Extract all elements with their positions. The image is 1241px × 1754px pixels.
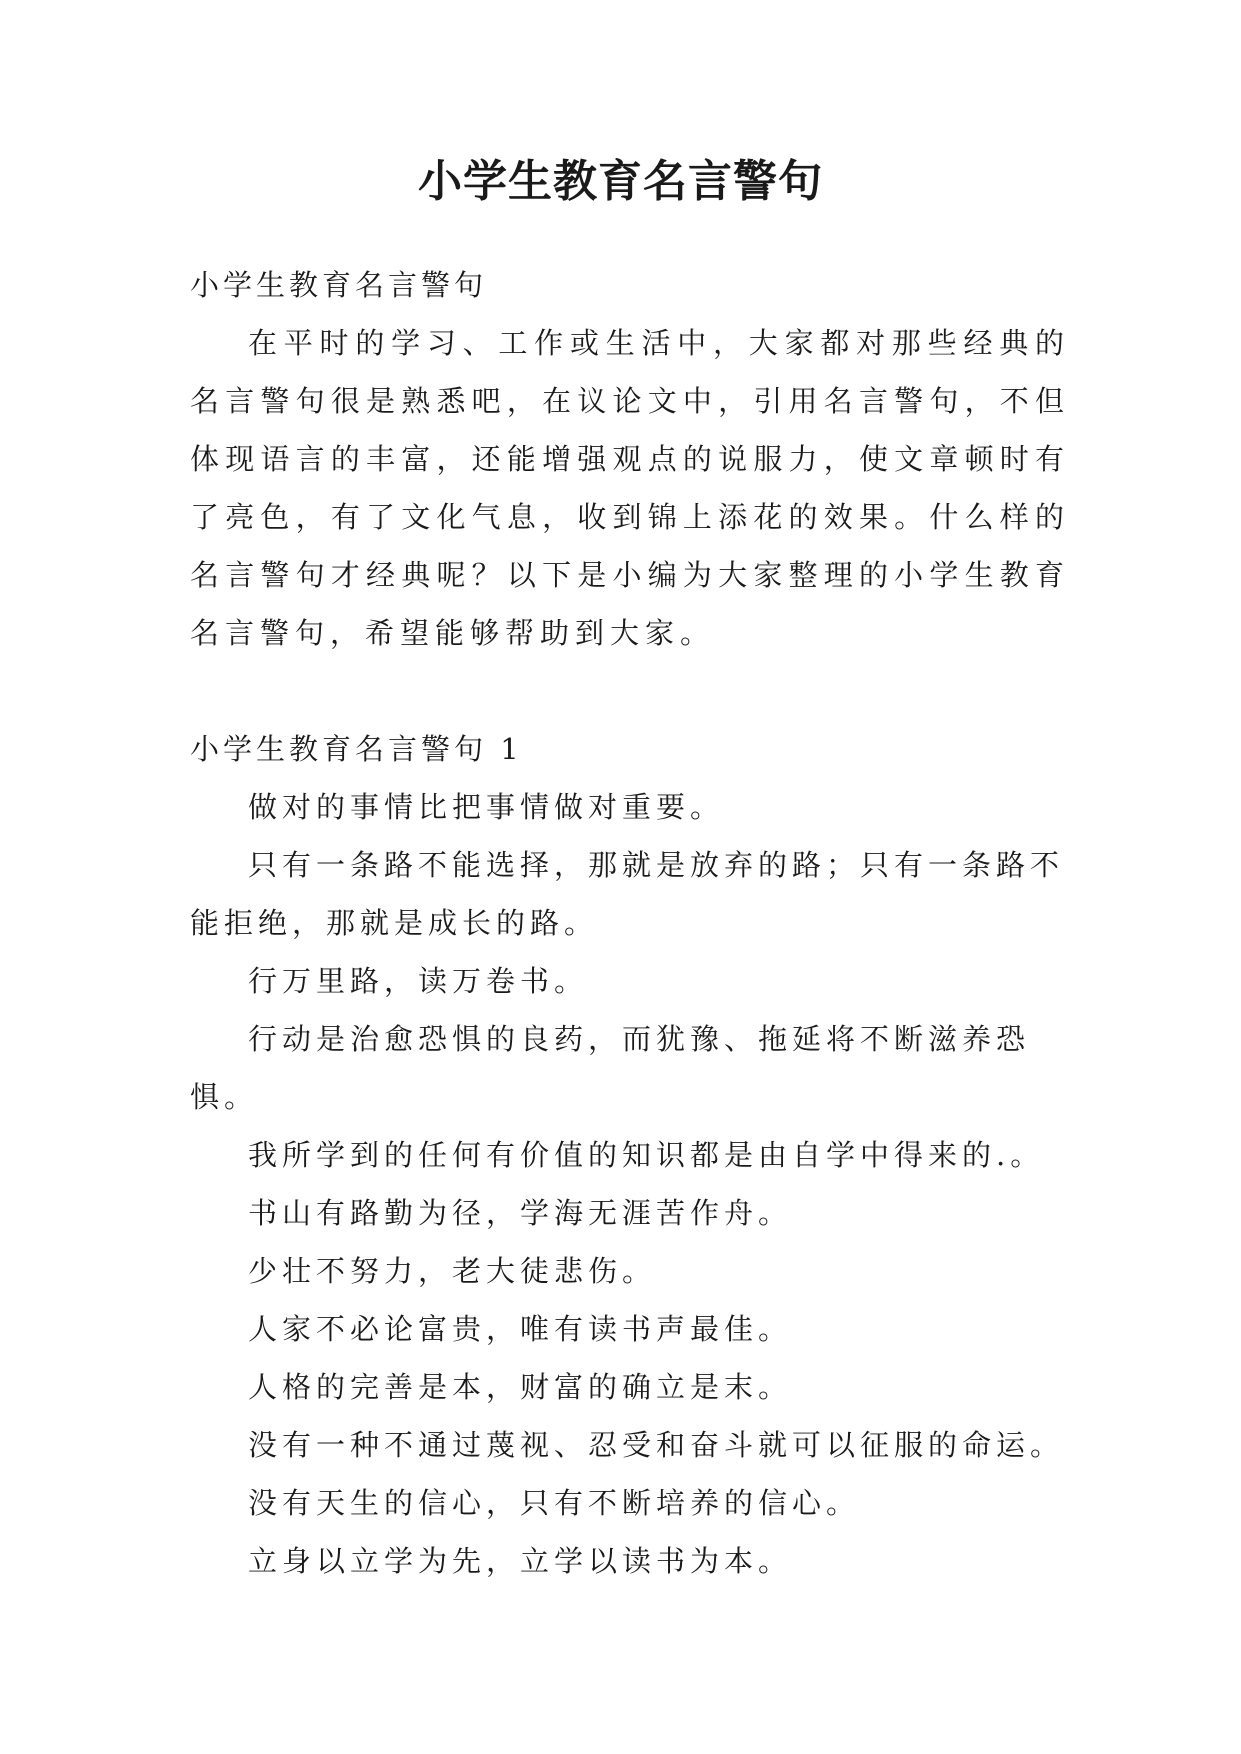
quote-item: 行动是治愈恐惧的良药，而犹豫、拖延将不断滋养恐惧。	[190, 1022, 1031, 1114]
subtitle-heading: 小学生教育名言警句	[190, 268, 488, 302]
section-heading: 小学生教育名言警句 1	[190, 732, 523, 766]
quote-item: 行万里路，读万卷书。	[248, 964, 589, 998]
document-title: 小学生教育名言警句	[418, 156, 823, 207]
intro-paragraph: 在平时的学习、工作或生活中，大家都对那些经典的名言警句很是熟悉吧，在议论文中，引用名言警句，不但体现语言的丰富，还能增强观点的说服力，使文章顿时有了亮色，有了文化气息，收到锦上添花的效果。什么样的名言警句才经典呢？以下是小编为大家整理的小学生教育名言警句，希望能够帮助到大家。	[190, 326, 1070, 650]
quote-item: 人家不必论富贵，唯有读书声最佳。	[248, 1312, 793, 1346]
quote-item: 书山有路勤为径，学海无涯苦作舟。	[248, 1196, 793, 1230]
quote-item: 没有一种不通过蔑视、忍受和奋斗就可以征服的命运。	[248, 1428, 1065, 1462]
quote-item: 少壮不努力，老大徒悲伤。	[248, 1254, 657, 1288]
quote-item: 立身以立学为先，立学以读书为本。	[248, 1544, 793, 1578]
quote-item: 人格的完善是本，财富的确立是末。	[248, 1370, 793, 1404]
paragraph-spacer	[190, 662, 1070, 720]
quote-item: 只有一条路不能选择，那就是放弃的路；只有一条路不能拒绝，那就是成长的路。	[190, 848, 1065, 940]
quote-item: 没有天生的信心，只有不断培养的信心。	[248, 1486, 861, 1520]
quote-list	[190, 778, 1070, 1590]
quote-item: 我所学到的任何有价值的知识都是由自学中得来的.。	[248, 1138, 1045, 1172]
document-body	[190, 256, 1070, 1590]
quote-item: 做对的事情比把事情做对重要。	[248, 790, 725, 824]
